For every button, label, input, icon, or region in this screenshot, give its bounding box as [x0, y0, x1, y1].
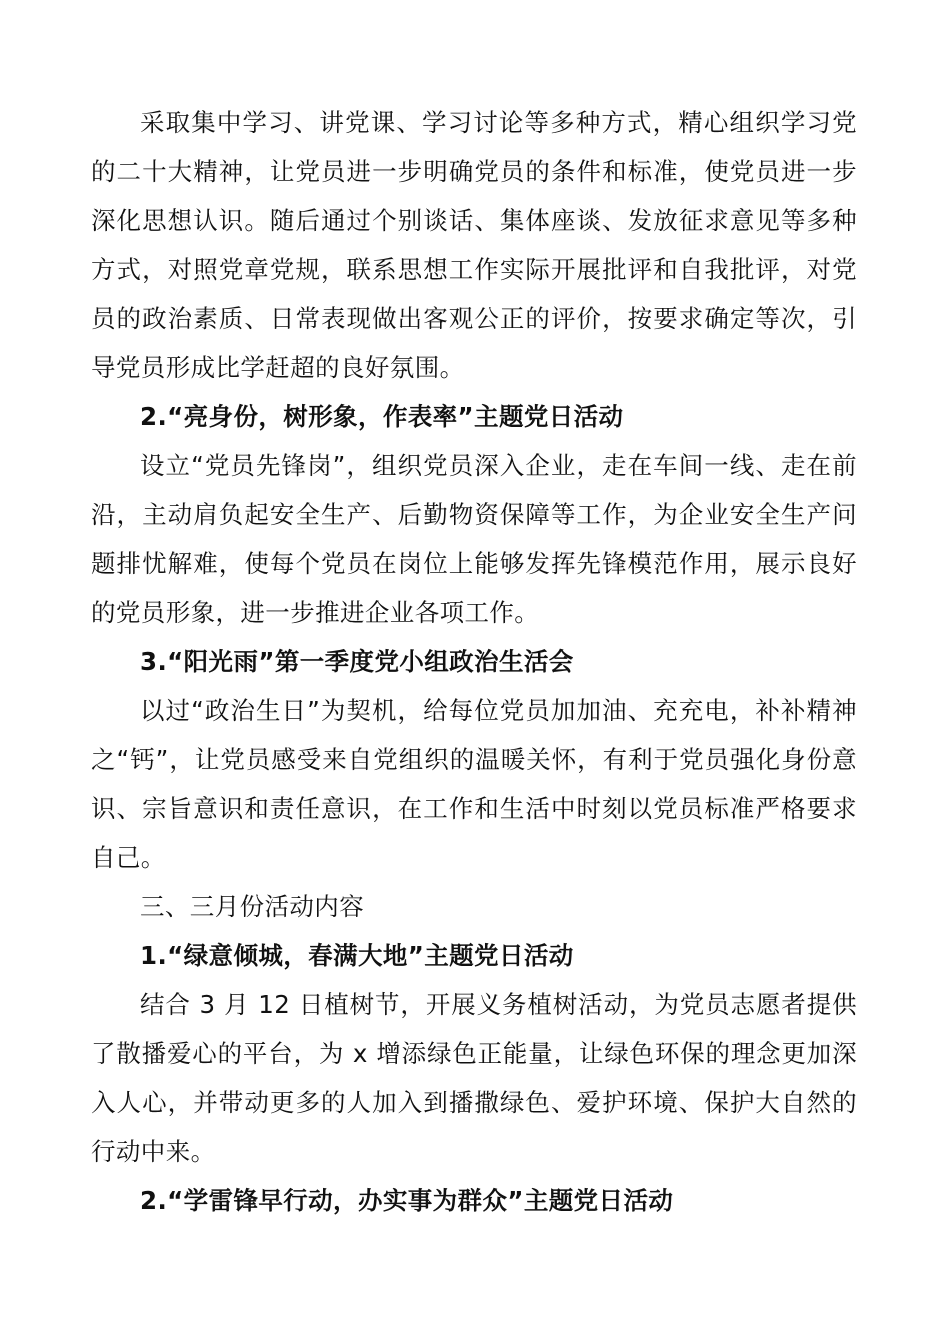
- paragraph-vanguard-post: 设立“党员先锋岗”，组织党员深入企业，走在车间一线、走在前沿，主动肩负起安全生产、后勤物资保障等工作，为企业安全生产问题排忧解难，使每个党员在岗位上能够发挥先锋模范作用，展示良好的党员形象，进一步推进企业各项工作。: [91, 451, 857, 627]
- heading-green-city-activity: 1.“绿意倾城，春满大地”主题党日活动: [140, 941, 574, 970]
- section-heading-march-activities: 三、三月份活动内容: [140, 892, 365, 921]
- paragraph-study-methods: 采取集中学习、讲党课、学习讨论等多种方式，精心组织学习党的二十大精神，让党员进一步明确党员的条件和标准，使党员进一步深化思想认识。随后通过个别谈话、集体座谈、发放征求意见等多种方式，对照党章党规，联系思想工作实际开展批评和自我批评，对党员的政治素质、日常表现做出客观公正的评价，按要求确定等次，引导党员形成比学赶超的良好氛围。: [91, 108, 857, 382]
- paragraph-tree-planting: 结合 3 月 12 日植树节，开展义务植树活动，为党员志愿者提供了散播爱心的平台，为 x 增添绿色正能量，让绿色环保的理念更加深入人心，并带动更多的人加入到播撒绿色、爱护环境、保护大自然的行动中来。: [91, 990, 857, 1166]
- paragraph-political-birthday: 以过“政治生日”为契机，给每位党员加加油、充充电，补补精神之“钙”，让党员感受来自党组织的温暖关怀，有利于党员强化身份意识、宗旨意识和责任意识，在工作和生活中时刻以党员标准严格要求自己。: [91, 696, 857, 872]
- heading-sunshine-rain-meeting: 3.“阳光雨”第一季度党小组政治生活会: [140, 647, 574, 676]
- document-page: [91, 98, 857, 1225]
- heading-show-identity-activity: 2.“亮身份，树形象，作表率”主题党日活动: [140, 402, 624, 431]
- heading-learn-lei-feng-activity: 2.“学雷锋早行动，办实事为群众”主题党日活动: [140, 1186, 674, 1215]
